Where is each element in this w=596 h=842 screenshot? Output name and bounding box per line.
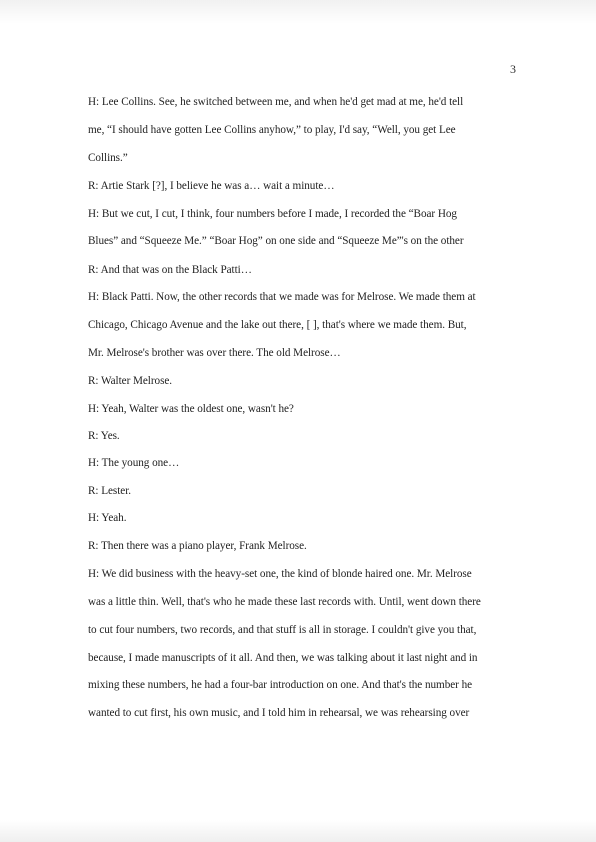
transcript-line: R: Then there was a piano player, Frank Melrose.	[88, 540, 307, 552]
transcript-line: me, “I should have gotten Lee Collins anyhow,” to play, I'd say, “Well, you get Lee	[88, 124, 456, 136]
transcript-line: H: Lee Collins. See, he switched between me, and when he'd get mad at me, he'd tell	[88, 96, 464, 108]
transcript-line: R: Lester.	[88, 485, 131, 497]
transcript-line: was a little thin. Well, that's who he made these last records with. Until, went down there	[88, 596, 481, 608]
transcript-line: H: But we cut, I cut, I think, four numbers before I made, I recorded the “Boar Hog	[88, 208, 457, 220]
transcript-line: Blues” and “Squeeze Me.” “Boar Hog” on one side and “Squeeze Me”'s on the other	[88, 235, 464, 247]
transcript-line: R: Artie Stark [?], I believe he was a… wait a minute…	[88, 180, 335, 192]
transcript-line: wanted to cut first, his own music, and I told him in rehearsal, we was rehearsing over	[88, 707, 470, 719]
transcript-line: mixing these numbers, he had a four-bar introduction on one. And that's the number he	[88, 679, 473, 691]
scan-bottom-edge	[0, 820, 596, 842]
transcript-line: R: Yes.	[88, 430, 120, 442]
transcript-line: to cut four numbers, two records, and that stuff is all in storage. I couldn't give you that,	[88, 624, 477, 636]
page-number: 3	[510, 62, 516, 76]
transcript-line: R: Walter Melrose.	[88, 375, 173, 387]
transcript-line: H: Black Patti. Now, the other records that we made was for Melrose. We made them at	[88, 291, 476, 303]
transcript-line: H: Yeah.	[88, 512, 127, 524]
transcript-line: H: We did business with the heavy-set one, the kind of blonde haired one. Mr. Melrose	[88, 568, 472, 580]
transcript-line: H: The young one…	[88, 457, 180, 469]
transcript-line: H: Yeah, Walter was the oldest one, wasn't he?	[88, 403, 294, 415]
transcript-line: because, I made manuscripts of it all. And then, we was talking about it last night and in	[88, 652, 478, 664]
transcript-line: R: And that was on the Black Patti…	[88, 264, 252, 276]
scan-top-edge	[0, 0, 596, 24]
transcript-line: Collins.”	[88, 152, 128, 164]
transcript-line: Mr. Melrose's brother was over there. The old Melrose…	[88, 347, 341, 359]
transcript-line: Chicago, Chicago Avenue and the lake out there, [ ], that's where we made them. But,	[88, 319, 467, 331]
